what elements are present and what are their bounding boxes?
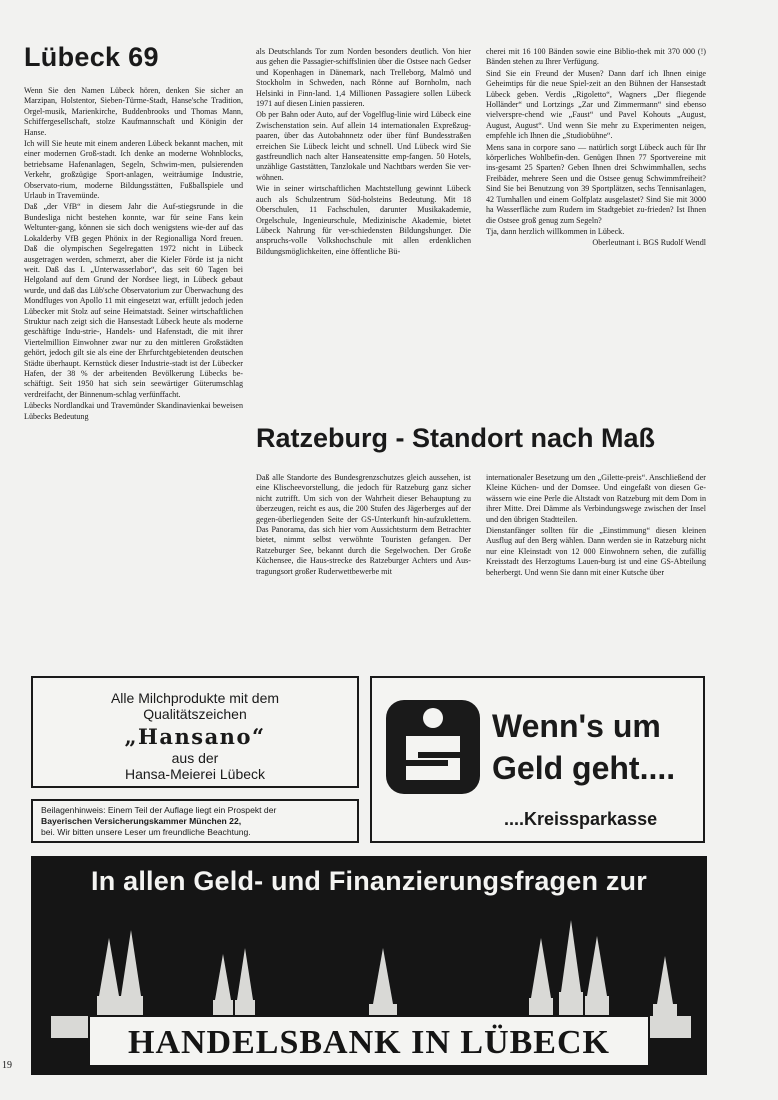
article-ratzeburg-column-2 <box>486 473 706 579</box>
ad-sparkasse-brand: ....Kreissparkasse <box>504 809 658 829</box>
author-signature: Oberleutnant i. BGS Rudolf Wendl <box>592 238 706 248</box>
ad-milk-line: aus der <box>171 750 219 766</box>
ad-sparkasse-line: Wenn's um <box>492 708 661 744</box>
article-luebeck-column-2 <box>256 47 471 258</box>
article-luebeck-column-3 <box>486 47 706 250</box>
ad-bank-name: HANDELSBANK IN LÜBECK <box>128 1024 610 1061</box>
ad-handelsbank <box>31 856 707 1075</box>
paragraph: Mens sana in corpore sano — natürlich sorgt Lübeck auch für Ihr körperliches Wohlbefin-den. Genügen Ihnen 77 Sportvereine mit ins-gesamt 25 Sparten? Geben Ihnen drei Schwimmhallen, sechs Freibäder, mehrere Seen und die Ostsee genug Schwimmfreiheit? Sind Sie bei Benutzung von 39 Sportplätzen, sechs Tennisanlagen, 42 Turnhallen und einem Golfplatz ausgelastet? Sind Sie mit 3000 ha Wasserfläche zum Rudern im Stadtgebiet zu-frieden? Ist Ihnen die Ostsee groß genug zum Segeln? <box>486 142 706 225</box>
ad-bank-headline: In allen Geld- und Finanzierungsfragen zur <box>91 866 647 896</box>
paragraph: Tja, dann herzlich willkommen in Lübeck. <box>486 226 625 236</box>
article-luebeck-column-1 <box>24 86 243 423</box>
paragraph: Wenn Sie den Namen Lübeck hören, denken Sie sicher an Marzipan, Holstentor, Sieben-Türme-Stadt, Hanse'sche Tradition, Orgel-musik, Marienkirche, Buddenbrooks und Thomas Mann, Schiffergesellschaft, stolze Kaufmannschaft und Königin der Hanse. <box>24 86 243 137</box>
paragraph: cherei mit 16 100 Bänden sowie eine Biblio-thek mit 370 000 (!) Bänden stehen zu Ihrer Verfügung. <box>486 47 706 67</box>
paragraph: Dienstanfänger sollten für die „Einstimmung“ diesen kleinen Ausflug auf den Berg wählen. Dann werden sie in Ratzeburg nicht nur eine Kleinstadt von 12 000 Einwohnern sehen, die zufällig Kreisstadt des Herzogtums Lauen-burg ist und eine GS-Abteilung beherbergt. Und wenn Sie dann mit einer Kutsche über <box>486 526 706 577</box>
insert-notice <box>31 799 359 843</box>
paragraph: Ob per Bahn oder Auto, auf der Vogelflug-linie wird Lübeck eine Zwischenstation sein. Auf allein 14 internationalen Expreßzug-paaren, über das Autobahnnetz oder über fünf Bundesstraßen erreichen Sie Lübeck leicht und schnell. Und Lübeck wird Sie gastfreundlich nach alter Hanseatensitte emp-fangen. 50 Hotels, unzählige Gaststätten, Tanzlokale und Nachtbars werden Sie ver-wöhnen. <box>256 110 471 182</box>
notice-line: bei. Wir bitten unsere Leser um freundliche Beachtung. <box>41 827 251 837</box>
ad-milk-line: Qualitätszeichen <box>143 706 247 722</box>
ad-milk-brand: „Hansano“ <box>124 724 266 749</box>
ad-hansano-milk <box>31 676 359 788</box>
article-title-ratzeburg: Ratzeburg - Standort nach Maß <box>256 423 656 453</box>
paragraph: Daß alle Standorte des Bundesgrenzschutzes gleich aussehen, ist eine Klischeevorstellung, die jedoch für Ratzeburg ganz sicher nicht zutrifft. Um sich von der Wahrheit dieser Behauptung zu überzeugen, reicht es aus, die 200 Stufen des Jägerberges auf der gegen-überliegenden Seite der GS-Unterkunft hin-aufzuklettern. Das Panorama, das sich hier vom Aussichtsturm dem Betrachter bietet, nimmt selbst verwöhnte Touristen gefangen. Der Ratzeburger See, bekannt durch die Segelwochen. Der Große Küchensee, die Haus-strecke des Ratzeburger Achters und Aus-tragungsort großer Ruderwettbewerbe mit <box>256 473 471 576</box>
paragraph: als Deutschlands Tor zum Norden besonders deutlich. Von hier aus gehen die Passagier-schiffslinien über die Ostsee nach Gedser und Kopenhagen in Dänemark, nach Trelleborg, Malmö und Stockholm in Schweden, nach Rönne auf Bornholm, nach Helsinki in Finn-land. 1,4 Millionen Passagiere sollen Lübeck 1971 auf diesen Linien passieren. <box>256 47 471 109</box>
paragraph: Sind Sie ein Freund der Musen? Dann darf ich Ihnen einige Geheimtips für die neue Spiel-zeit an den Bühnen der Hansestadt Lübeck geben. Verdis „Rigoletto“, Wagners „Der fliegende Holländer“ und Lortzings „Zar und Zimmermann“ sind ebenso vielverspre-chend wie „Faust“ und Pavel Kohouts „August, August, August“. Und wenn Sie mehr zu Experimenten neigen, empfehle ich Ihnen die „Studiobühne“. <box>486 68 706 141</box>
paragraph: Wie in seiner wirtschaftlichen Machtstellung gewinnt Lübeck auch als Schulzentrum Süd-holsteins Bedeutung. Mit 18 Oberschulen, 11 Fachschulen, darunter Musikakademie, Orgelschule, Ingenieurschule, Medizinische Akademie, bietet Lübeck Nahrung für ver-schiedensten Bildungshunger. Die anspruchs-volle Volkshochschule mit allen erdenklichen Bildungsmöglichkeiten, eine öffentliche Bü- <box>256 184 471 256</box>
paragraph: internationaler Besetzung um den „Gilette-preis“. Anschließend der Kleine Küchen- und der Domsee. Und eingefaßt von diesen Ge-wässern wie eine Perle die Altstadt von Ratzeburg mit dem Dom in ihrer Mitte. Drei Dämme als Verbindungswege zwischen der Insel und den übrigen Stadtteilen. <box>486 473 706 524</box>
paragraph: Daß „der VfB“ in diesem Jahr die Auf-stiegsrunde in die Bundesliga nicht bestehen konnte, war für seine Fans kein Weltunter-gang, können sie sich doch wenigstens wie-der auf das Lokalderby VfB gegen Phönix in der Regionalliga Nord freuen. Daß die olympischen Segelregatten 1972 nicht in Lübeck ausgetragen werden, schmerzt, aber die Kieler Förde ist ja nicht weit. Daß das I. „Unterwasserlabor“, das seit 60 Tagen bei Helgoland auf dem Grund der Nordsee liegt, in Lübeck gebaut wurde, und daß das Lüb'sche Observatorium zur Überwachung des Mondfluges von Apollo 11 mit eingesetzt war, erfüllt jedoch jeden Lübecker mit Stolz auf seine Heimatstadt. Seiner wirtschaftlichen Struktur nach zeigt sich die Hansestadt Lübeck heute als moderne geschäftige Indu-strie-, Handels- und Hafenstadt, die mit ihrer Viertelmillion Einwohner zwar nur zu den mittleren Großstädten gehört, jedoch gilt sie als eine der Ehrfurchtgebietenden deutschen Städte überhaupt. Kernstück dieser Industrie-stadt ist der Lübecker Hafen, der 38 % der arbeitenden Bevölkerung Lübecks be-schäftigt. Seit 1950 hat sich sein seewärtiger Güterumschlag verdreifacht, der Binnenum-schlag verfünffacht. <box>24 202 243 399</box>
ad-sparkasse-line: Geld geht.... <box>492 750 676 786</box>
notice-line: Beilagenhinweis: Einem Teil der Auflage liegt ein Prospekt der <box>41 805 277 815</box>
article-ratzeburg-column-1 <box>256 473 471 578</box>
ad-kreissparkasse <box>370 676 705 843</box>
paragraph: Ich will Sie heute mit einem anderen Lübeck bekannt machen, mit einer modernen Groß-stadt. Ich denke an moderne Wohnblocks, betriebsame Hafenanlagen, Segeln, Schwim-men, pulsierenden Verkehr, großzügige Sport-anlagen, weiträumige Industrie, Observato-rium, moderne Bildungsstätten, Fußballspiele und Urlaub in Travemünde. <box>24 139 243 201</box>
page-number: 19 <box>2 1060 12 1071</box>
notice-line: Bayerischen Versicherungskammer München 22, <box>41 816 242 826</box>
ad-milk-line: Hansa-Meierei Lübeck <box>124 766 266 782</box>
article-title-luebeck: Lübeck 69 <box>24 42 159 72</box>
ad-milk-line: Alle Milchprodukte mit dem <box>110 690 280 706</box>
sparkasse-logo-icon <box>386 700 480 794</box>
paragraph: Lübecks Nordlandkai und Travemünder Skandinavienkai beweisen Lübecks Bedeutung <box>24 401 243 421</box>
